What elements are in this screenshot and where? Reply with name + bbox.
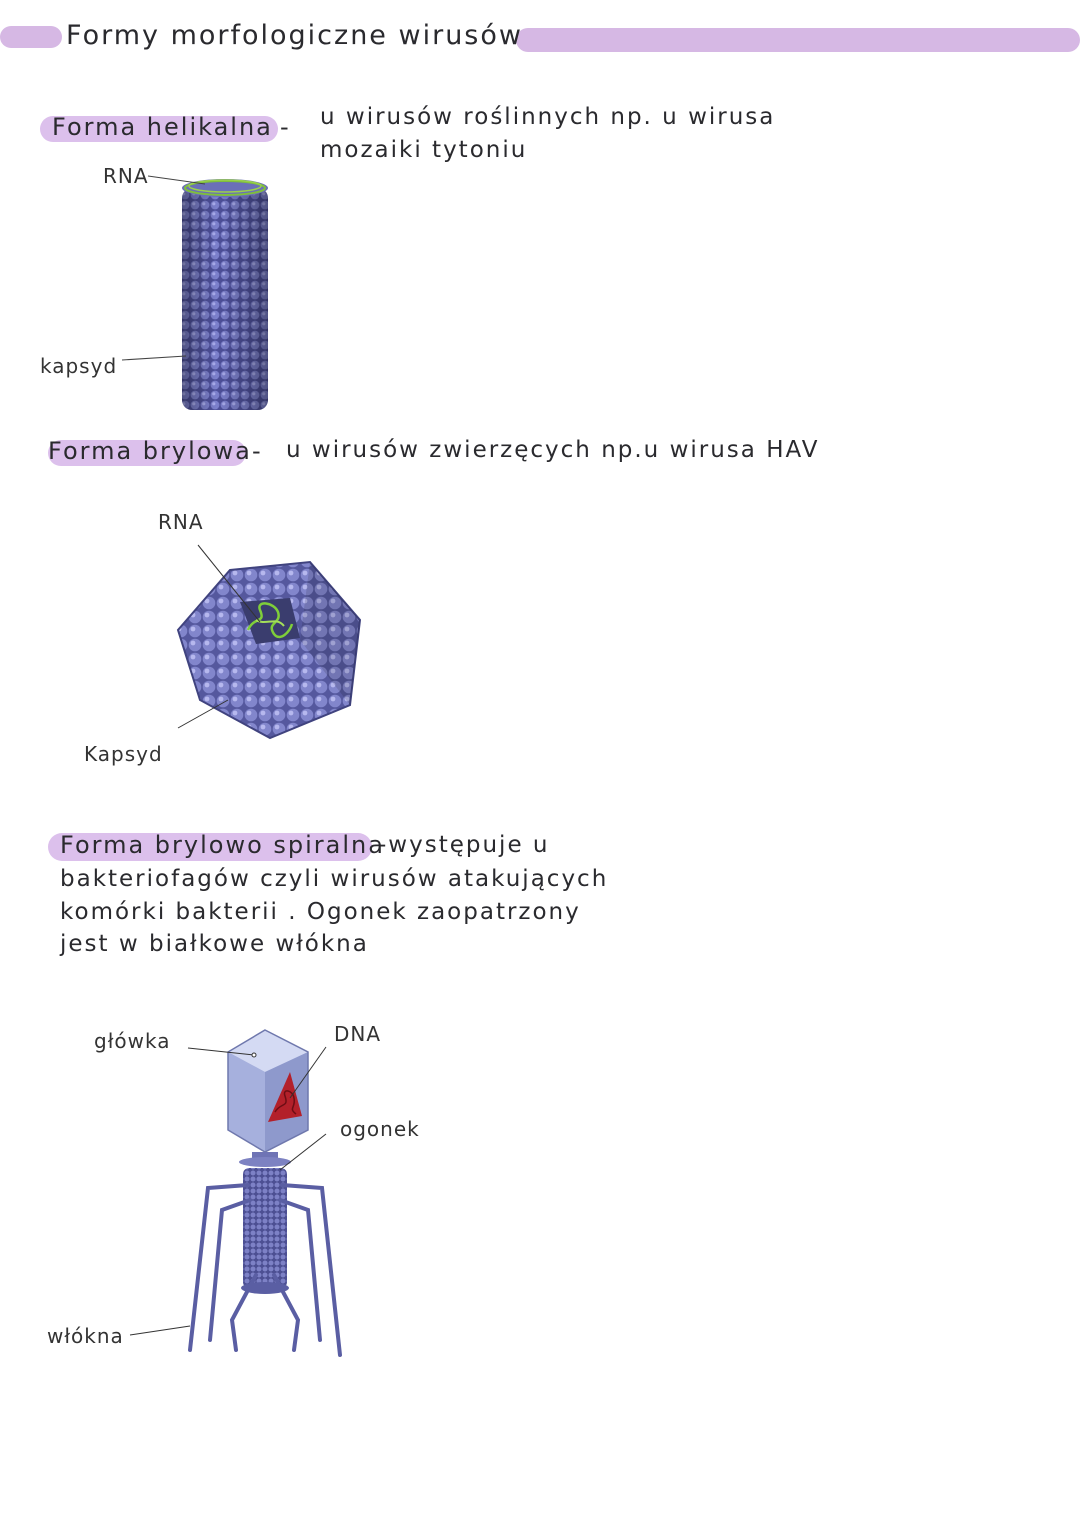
section-text-line: jest w białkowe włókna	[60, 931, 369, 957]
polyhedral-virus-illustration	[160, 540, 420, 780]
label-rna: RNA	[158, 510, 204, 534]
section-text-line: bakteriofagów czyli wirusów atakujących	[60, 866, 609, 892]
heading-dash: -	[280, 113, 291, 141]
label-ogonek: ogonek	[340, 1117, 420, 1141]
section-text-line: -występuje u	[378, 832, 550, 858]
section-text-line: komórki bakterii . Ogonek zaopatrzony	[60, 899, 581, 925]
label-glowka: główka	[94, 1029, 171, 1053]
title-highlight-left	[0, 26, 62, 48]
helical-virus-illustration	[100, 160, 340, 420]
label-wlokna: włókna	[47, 1324, 124, 1348]
section-text-line: u wirusów roślinnych np. u wirusa	[320, 104, 776, 130]
section-heading-brylowo-spiralna: Forma brylowo spiralna	[60, 831, 385, 859]
section-heading-helikalna: Forma helikalna	[52, 113, 273, 141]
title-highlight-right	[516, 28, 1080, 52]
page-title: Formy morfologiczne wirusów	[66, 20, 523, 51]
label-kapsyd: kapsyd	[40, 354, 118, 378]
section-text-line: mozaiki tytoniu	[320, 137, 528, 163]
label-kapsyd: Kapsyd	[84, 742, 163, 766]
section-text: u wirusów zwierzęcych np.u wirusa HAV	[286, 437, 820, 463]
section-heading-brylowa: Forma brylowa	[48, 437, 252, 465]
label-rna: RNA	[103, 164, 149, 188]
label-dna: DNA	[334, 1022, 382, 1046]
bacteriophage-illustration	[130, 1020, 430, 1380]
heading-dash: -	[252, 437, 263, 465]
